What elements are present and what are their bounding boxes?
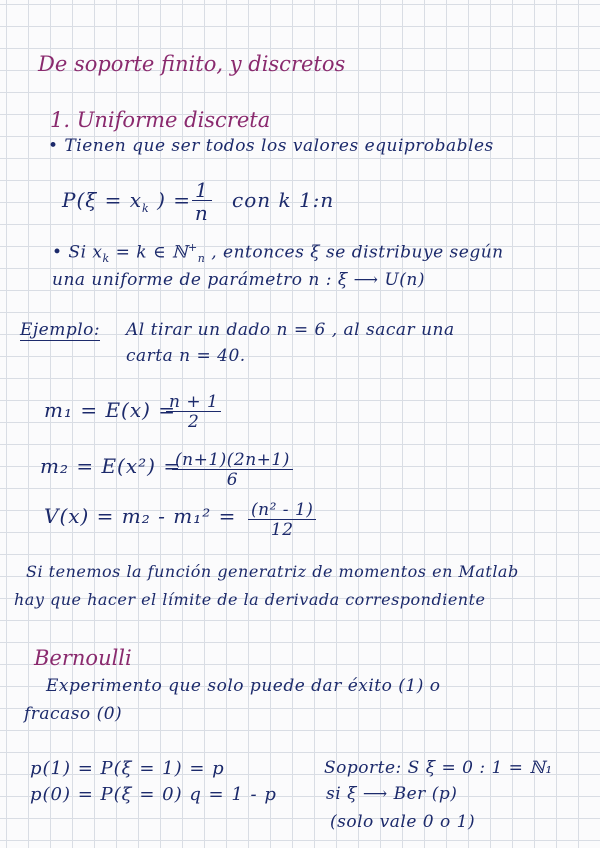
bullet2-sub2: n (197, 252, 206, 266)
m2-numerator: (n+1)(2n+1) (175, 450, 290, 470)
bernoulli-p1: p(1) = P(ξ = 1) = p (30, 758, 225, 779)
uniform-bullet-natural (52, 242, 504, 264)
heading: De soporte finito, y discretos (38, 52, 346, 76)
formula-lhs: P(ξ = x (62, 188, 143, 212)
example-label: Ejemplo: (20, 320, 101, 340)
matlab-note-line2: hay que hacer el límite de la derivada correspondiente (14, 590, 486, 609)
moment-m1: m₁ = E(x) = (44, 398, 177, 422)
bullet2-a: • Si x (52, 242, 103, 263)
moment-m2-fraction (172, 452, 293, 489)
fraction-numerator: 1 (195, 178, 209, 202)
bullet2-sup: + (187, 241, 198, 254)
formula-range: con k 1:n (232, 188, 335, 212)
bullet2-b: = k ∈ ℕ (115, 242, 188, 263)
variance: V(x) = m₂ - m₁² = (44, 504, 237, 528)
m2-denominator: 6 (172, 469, 293, 489)
moment-m1-fraction (166, 394, 221, 431)
formula-eq: ) = (157, 188, 191, 212)
fraction-denominator: n (192, 200, 212, 223)
bernoulli-desc-line1: Experimento que solo puede dar éxito (1) o (46, 676, 441, 696)
formula-fraction (192, 180, 212, 223)
section-title-bernoulli: Bernoulli (34, 646, 132, 670)
bernoulli-p0: p(0) = P(ξ = 0) q = 1 - p (30, 784, 277, 805)
uniform-pmf-formula (62, 190, 191, 214)
section-title-uniform: 1. Uniforme discreta (50, 108, 271, 132)
bullet2-sub: k (102, 252, 110, 266)
variance-denominator: 12 (248, 519, 316, 539)
bernoulli-note: (solo vale 0 o 1) (330, 812, 476, 832)
variance-numerator: (n² - 1) (251, 500, 314, 520)
moment-m2: m₂ = E(x²) = (40, 454, 182, 478)
example-text-line2: carta n = 40. (126, 346, 246, 366)
m1-numerator: n + 1 (169, 392, 219, 412)
variance-fraction (248, 502, 316, 539)
m1-denominator: 2 (166, 411, 221, 431)
formula-subscript: k (142, 202, 150, 215)
bernoulli-support: Soporte: S ξ = 0 : 1 = ℕ₁ (324, 758, 553, 778)
bernoulli-desc-line2: fracaso (0) (24, 704, 123, 724)
matlab-note-line1: Si tenemos la función generatriz de momentos en Matlab (26, 562, 519, 581)
example-text-line1: Al tirar un dado n = 6 , al sacar una (126, 320, 455, 340)
uniform-bullet-equiprobable: • Tienen que ser todos los valores equiprobables (48, 136, 494, 156)
uniform-parameter-line: una uniforme de parámetro n : ξ ⟶ U(n) (52, 270, 425, 290)
bullet2-c: , entonces ξ se distribuye según (211, 242, 504, 263)
bernoulli-si: si ξ ⟶ Ber (p) (326, 784, 458, 804)
